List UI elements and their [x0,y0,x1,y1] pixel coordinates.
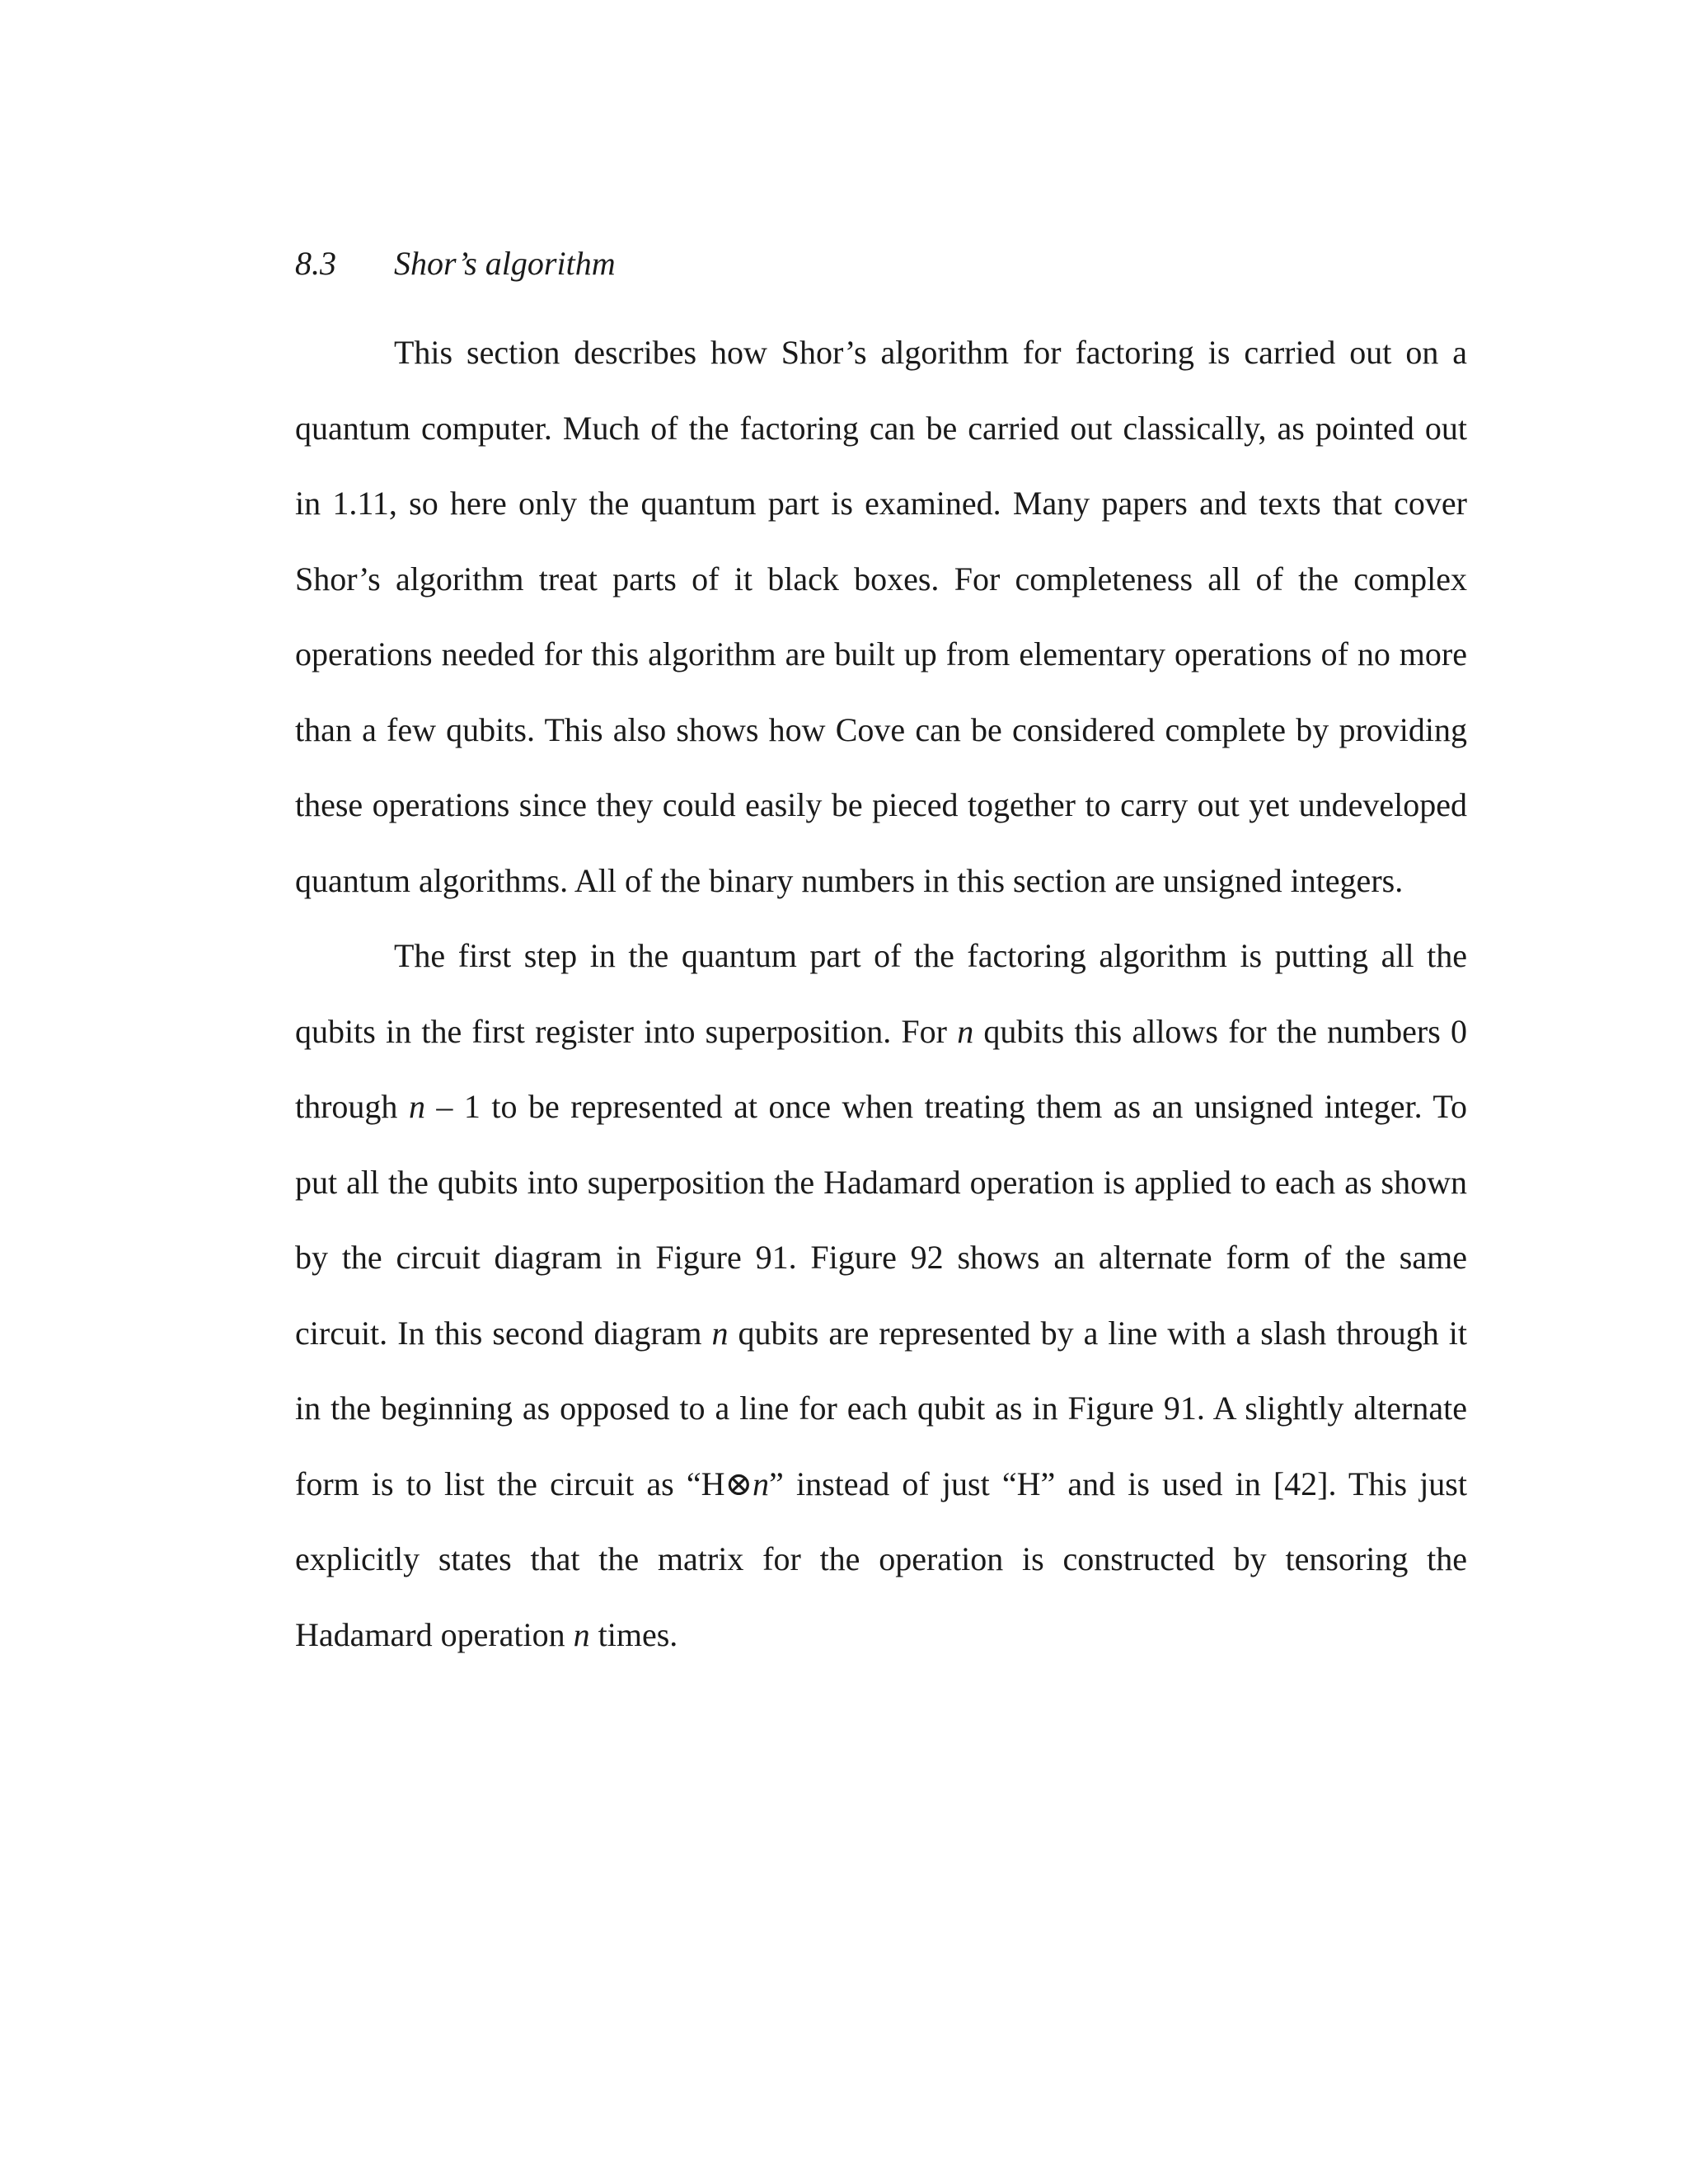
text-run: – 1 to be represented at once when treating them as an unsigned integer. To put all the qubits into superposition the Hadamard operation is applied to each as shown by the circuit diagram in Figure 91. Figure 92 shows an alternate form of the same circuit. In this second diagram [295,1088,1468,1352]
text-run: ” instead of just “H” and is used in [42]. This just explicitly states that the matrix for the operation is constructed by tensoring the Hadamard operation [295,1465,1467,1653]
variable-n: n [753,1465,770,1502]
text-run: times. [589,1615,678,1653]
section-number: 8.3 [295,245,336,282]
text-run: qubits are represented by a line with a slash through it in the beginning as opposed to a line for each qubit as in Figure 91. A slightly alternate form is to list the circuit as “H⊗ [295,1314,1467,1502]
paragraph-intro: This section describes how Shor’s algorithm for factoring is carried out on a quantum computer. Much of the factoring can be carried out classically, as pointed out in 1.11, so here only the quantum part is examined. Many papers and texts that cover Shor’s algorithm treat parts of it black boxes. For completeness all of the complex operations needed for this algorithm are built up from elementary operations of no more than a few qubits. This also shows how Cove can be considered complete by providing these operations since they could easily be pieced together to carry out yet undeveloped quantum algorithms. All of the binary numbers in this section are unsigned integers. [295,334,1467,899]
document-page [295,239,1467,1672]
variable-n: n [573,1615,590,1653]
section-heading [295,239,1467,288]
variable-n: n [957,1012,974,1050]
variable-n: n [711,1314,729,1352]
section-title: Shor’s algorithm [394,245,616,282]
paragraph-superposition [295,918,1467,1672]
text-run: qubits this allows for the numbers 0 through [295,1012,1468,1125]
text-run: The first step in the quantum part of the factoring algorithm is putting all the qubits in the first register into superposition. For [295,937,1467,1050]
variable-n: n [408,1088,425,1125]
